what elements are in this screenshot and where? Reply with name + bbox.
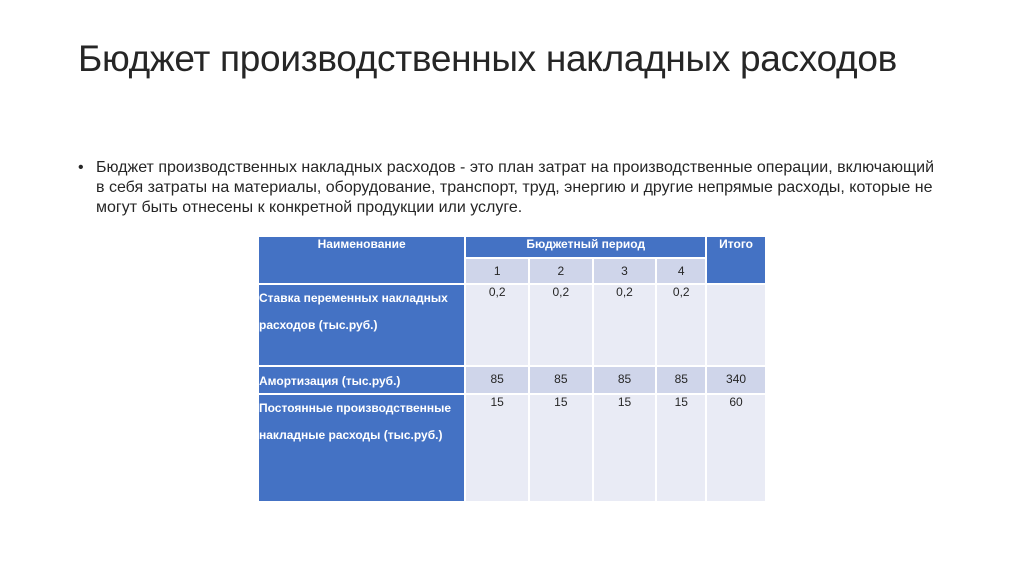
bullet-item [78, 158, 938, 218]
bullet-text: Бюджет производственных накладных расходов - это план затрат на производственные операции, включающий в себя затраты на материалы, оборудование, транспорт, труд, энергию и другие непрямые расходы, которые не могут быть отнесены к конкретной продукции или услуге. [96, 159, 935, 216]
period-4: 4 [656, 258, 706, 284]
table-cell-total: 340 [706, 366, 766, 394]
table-cell: 0,2 [529, 284, 593, 366]
table-cell: 85 [529, 366, 593, 394]
table-cell: 0,2 [656, 284, 706, 366]
slide-title: Бюджет производственных накладных расходов [78, 38, 897, 79]
bullet-marker: • [78, 159, 84, 176]
row-label: Ставка переменных накладных расходов (тыс.руб.) [258, 284, 465, 366]
table-cell-total: 60 [706, 394, 766, 502]
row-label: Постоянные производственные накладные расходы (тыс.руб.) [258, 394, 465, 502]
table-cell: 0,2 [593, 284, 657, 366]
table-cell: 85 [593, 366, 657, 394]
period-3: 3 [593, 258, 657, 284]
table-cell: 15 [529, 394, 593, 502]
table-cell: 15 [465, 394, 529, 502]
table-header-row [258, 236, 766, 258]
table-row [258, 394, 766, 502]
table-cell: 15 [656, 394, 706, 502]
header-name: Наименование [258, 236, 465, 284]
row-label: Амортизация (тыс.руб.) [258, 366, 465, 394]
header-total: Итого [706, 236, 766, 284]
table-cell: 85 [656, 366, 706, 394]
period-1: 1 [465, 258, 529, 284]
table-cell: 15 [593, 394, 657, 502]
table-row [258, 366, 766, 394]
period-2: 2 [529, 258, 593, 284]
table-cell: 85 [465, 366, 529, 394]
table-row [258, 284, 766, 366]
header-period: Бюджетный период [465, 236, 706, 258]
budget-table [257, 235, 767, 503]
table-cell: 0,2 [465, 284, 529, 366]
bullet-list [78, 158, 938, 218]
table-cell-total [706, 284, 766, 366]
